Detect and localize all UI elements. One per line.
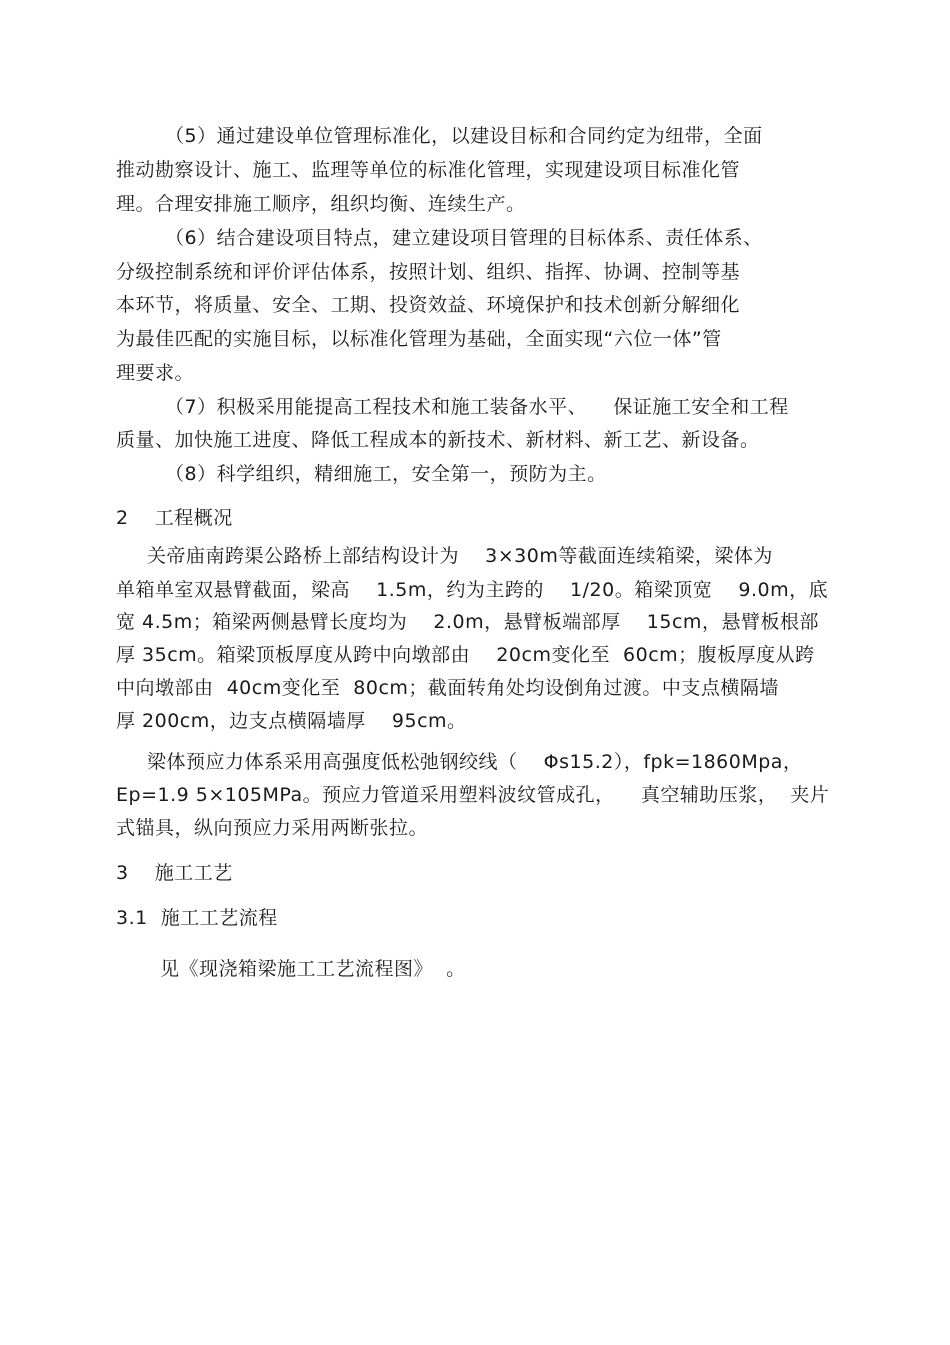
text-line: （8）科学组织，精细施工，安全第一，预防为主。 [165,463,607,485]
subsection-heading-3-1: 3.1 施工工艺流程 [116,907,278,929]
text-line: 中向墩部由 40cm变化至 80cm；截面转角处均设倒角过渡。中支点横隔墙 [116,677,779,699]
section-heading-3: 3 施工工艺 [116,862,233,884]
text-line: 本环节，将质量、安全、工期、投资效益、环境保护和技术创新分解细化 [116,294,741,316]
text-line: 推动勘察设计、施工、监理等单位的标准化管理，实现建设项目标准化管 [116,159,741,181]
text-line: 厚 35cm。箱梁顶板厚度从跨中向墩部由 20cm变化至 60cm；腹板厚度从跨 [116,644,815,666]
text-line: （6）结合建设项目特点，建立建设项目管理的目标体系、责任体系、 [165,227,763,249]
text-line: Ep=1.9 5×105MPa。预应力管道采用塑料波纹管成孔， 真空辅助压浆， 夹片 [116,784,830,806]
text-line: （5）通过建设单位管理标准化，以建设目标和合同约定为纽带，全面 [165,125,763,147]
flowchart-reference-text: 见《现浇箱梁施工工艺流程图》 。 [160,958,466,980]
text-line: 宽 4.5m；箱梁两侧悬臂长度均为 2.0m，悬臂板端部厚 15cm，悬臂板根部 [116,611,819,633]
text-line: 单箱单室双悬臂截面，梁高 1.5m，约为主跨的 1/20。箱梁顶宽 9.0m，底 [116,579,829,601]
text-line: 式锚具，纵向预应力采用两断张拉。 [116,817,429,839]
text-line: 理要求。 [116,362,195,384]
text-line: （7）积极采用能提高工程技术和施工装备水平、 保证施工安全和工程 [165,396,789,418]
text-line: 分级控制系统和评价评估体系，按照计划、组织、指挥、协调、控制等基 [116,261,741,283]
text-line: 质量、加快施工进度、降低工程成本的新技术、新材料、新工艺、新设备。 [116,429,760,451]
section-heading-2: 2 工程概况 [116,507,233,529]
text-line: 理。合理安排施工顺序，组织均衡、连续生产。 [116,193,526,215]
text-line: 为最佳匹配的实施目标，以标准化管理为基础，全面实现“六位一体”管 [116,328,722,350]
text-line: 厚 200cm，边支点横隔墙厚 95cm。 [116,710,467,732]
text-line: 关帝庙南跨渠公路桥上部结构设计为 3×30m等截面连续箱梁，梁体为 [147,545,773,567]
text-line: 梁体预应力体系采用高强度低松弛钢绞线（ Φs15.2），fpk=1860Mpa， [147,751,803,773]
